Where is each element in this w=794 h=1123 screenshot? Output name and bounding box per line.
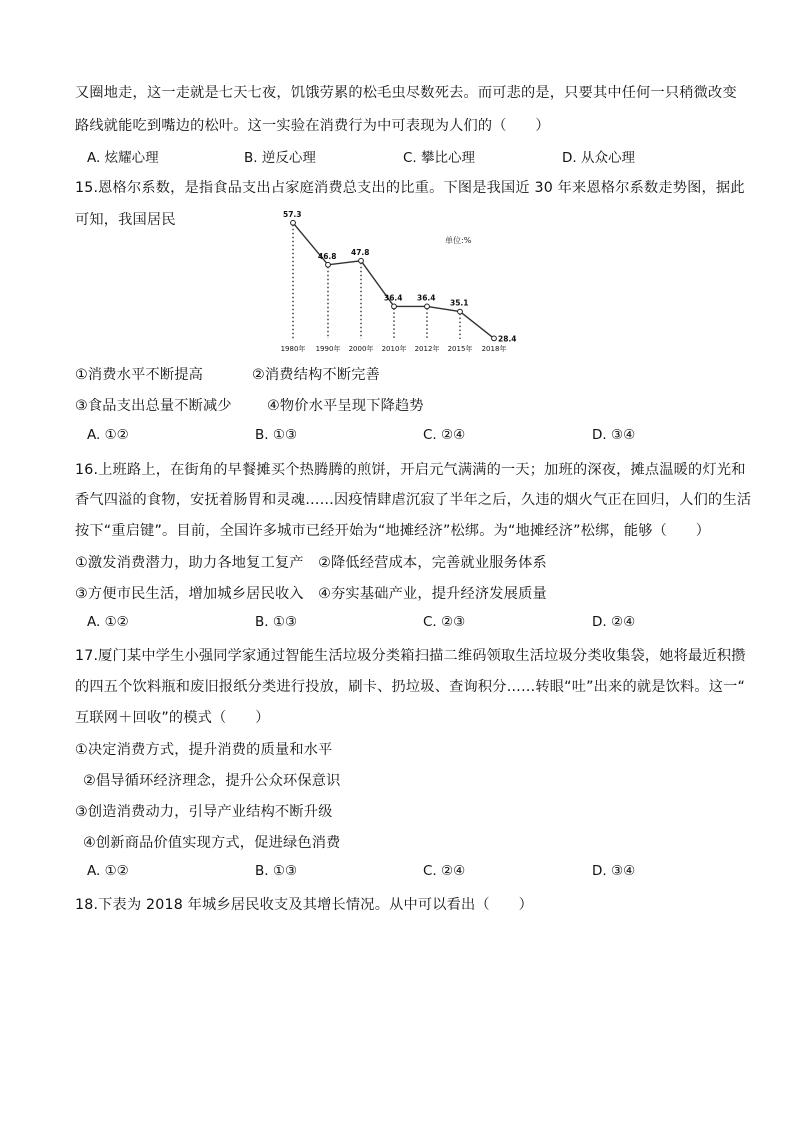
value-label-2015年: 35.1 [450,298,469,308]
q17-item-3: ③创造消费动力，引导产业结构不断升级 [75,804,333,820]
q17-text-line-1: 17.厦门某中学生小强同学家通过智能生活垃圾分类箱扫描二维码领取生活垃圾分类收集袋，她将最近积攒 [75,648,746,664]
q15-item-4: ④物价水平呈现下降趋势 [267,398,424,414]
q14-option-c: C. 攀比心理 [403,150,476,166]
q17-item-1: ①决定消费方式，提升消费的质量和水平 [75,742,333,758]
chart-unit-label: 单位:% [445,236,472,245]
q16-option-c: C. ②③ [423,614,466,630]
value-label-1980年: 57.3 [283,209,302,219]
q17-option-c: C. ②④ [423,863,466,879]
q15-option-b: B. ①③ [255,427,298,443]
x-tick-label-2012年: 2012年 [414,345,440,353]
q14-text-line-1: 又圈地走，这一走就是七天七夜，饥饿劳累的松毛虫尽数死去。而可悲的是，只要其中任何一只稍微改变 [75,85,737,101]
q17-text-line-3: 互联网＋回收”的模式（ ） [75,710,270,726]
q16-text-line-1: 16.上班路上，在街角的早餐摊买个热腾腾的煎饼，开启元气满满的一天；加班的深夜，摊点温暖的灯光和 [75,462,746,478]
x-tick-label-2000年: 2000年 [348,345,374,353]
q15-item-2: ②消费结构不断完善 [252,367,381,383]
q17-item-2: ②倡导循环经济理念，提升公众环保意识 [83,773,341,789]
q15-item-3: ③食品支出总量不断减少 [75,398,232,414]
x-tick-label-2015年: 2015年 [447,345,473,353]
q15-text-line-1: 15.恩格尔系数，是指食品支出占家庭消费总支出的比重。下图是我国近 30 年来恩格尔系数走势图，据此 [75,180,745,196]
q16-item-1-2: ①激发消费潜力，助力各地复工复产 ②降低经营成本，完善就业服务体系 [75,555,547,571]
data-point-2015年 [458,309,463,314]
data-point-2010年 [392,304,397,309]
q15-item-1: ①消费水平不断提高 [75,367,204,383]
data-point-2000年 [359,258,364,263]
data-point-2012年 [425,304,430,309]
q14-option-d: D. 从众心理 [562,150,635,166]
x-tick-label-1980年: 1980年 [280,345,306,353]
q16-option-b: B. ①③ [255,614,298,630]
q14-option-b: B. 逆反心理 [244,150,316,166]
q16-option-d: D. ②④ [592,614,636,630]
q17-option-b: B. ①③ [255,863,298,879]
x-tick-label-2018年: 2018年 [481,345,507,353]
q16-text-line-2: 香气四溢的食物，安抚着肠胃和灵魂……因疫情肆虐沉寂了半年之后，久违的烟火气正在回归，人们的生活 [75,492,752,508]
q16-text-line-3: 按下“重启键”。目前，全国许多城市已经开始为“地摊经济”松绑。为“地摊经济”松绑，能够（ ） [75,523,711,539]
q15-text-line-2: 可知，我国居民 [75,212,176,228]
q18-text-line-1: 18.下表为 2018 年城乡居民收支及其增长情况。从中可以看出（ ） [75,897,533,913]
q15-option-a: A. ①② [87,427,129,443]
q14-option-a: A. 炫耀心理 [87,150,159,166]
q15-option-d: D. ③④ [592,427,636,443]
data-point-2018年 [492,336,497,341]
engel-coefficient-chart [270,209,530,357]
q17-option-d: D. ③④ [592,863,636,879]
value-label-2010年: 36.4 [384,293,403,303]
q14-text-line-2: 路线就能吃到嘴边的松叶。这一实验在消费行为中可表现为人们的（ ） [75,118,550,134]
x-tick-label-2010年: 2010年 [381,345,407,353]
q17-option-a: A. ①② [87,863,129,879]
data-point-1980年 [291,220,296,225]
value-label-2012年: 36.4 [417,293,436,303]
data-point-1990年 [326,262,331,267]
q17-text-line-2: 的四五个饮料瓶和废旧报纸分类进行投放，刷卡、扔垃圾、查询积分……转眼“吐”出来的就是饮料。这一“ [75,679,746,695]
q17-item-4: ④创新商品价值实现方式，促进绿色消费 [83,835,341,851]
value-label-2018年: 28.4 [498,334,517,344]
q16-option-a: A. ①② [87,614,129,630]
q16-item-3-4: ③方便市民生活，增加城乡居民收入 ④夯实基础产业，提升经济发展质量 [75,586,547,602]
x-tick-label-1990年: 1990年 [315,345,341,353]
value-label-2000年: 47.8 [351,247,370,257]
value-label-1990年: 46.8 [318,251,337,261]
q15-option-c: C. ②④ [423,427,466,443]
